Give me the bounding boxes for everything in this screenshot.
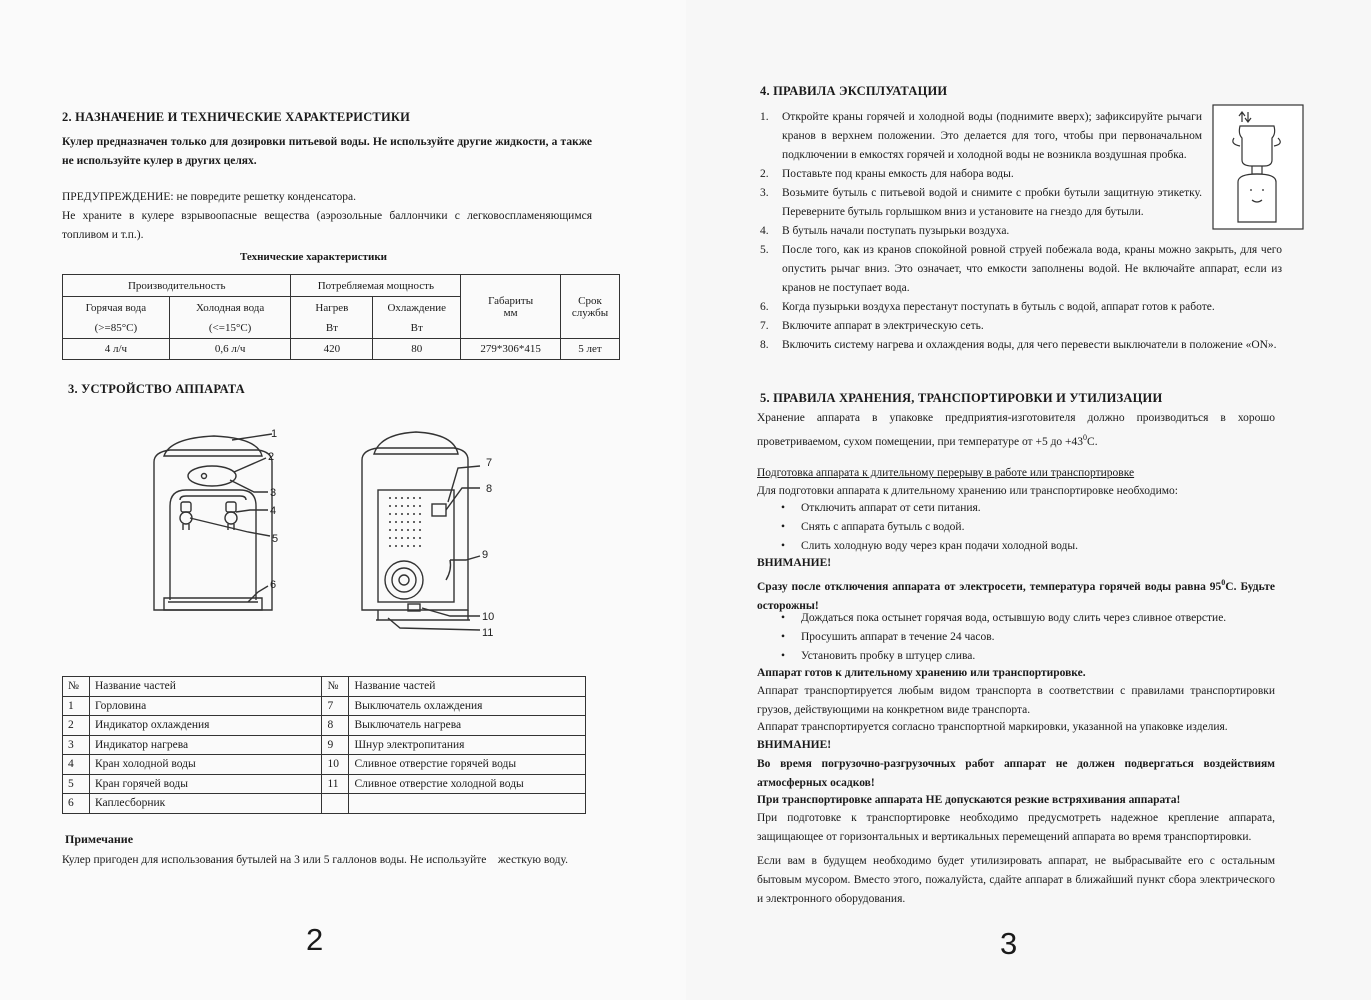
cooler-diagram bbox=[140, 420, 520, 642]
tech-specs-table bbox=[62, 274, 620, 360]
label-11: 11 bbox=[482, 627, 494, 639]
table-row bbox=[63, 755, 586, 775]
list-item bbox=[760, 108, 1202, 165]
th-cold-temp: (<=15°С) bbox=[169, 319, 291, 339]
storage-text bbox=[757, 409, 1275, 452]
th-life-2: службы bbox=[571, 306, 609, 319]
step-number: 5. bbox=[760, 244, 769, 256]
step-text: Возьмите бутыль с питьевой водой и снимите с пробки бутыли защитную этикетку. Переверните бутыль горлышком вниз и установите на гнездо для бутыли. bbox=[782, 187, 1202, 218]
part-number bbox=[322, 794, 349, 814]
prep-list-wrap bbox=[757, 499, 1287, 556]
operation-rules-list bbox=[760, 108, 1290, 355]
note-title: Примечание bbox=[65, 832, 134, 846]
parts-h-name: Название частей bbox=[89, 677, 322, 697]
th-heating: Нагрев bbox=[291, 297, 373, 319]
list-item bbox=[760, 241, 1282, 298]
th-hot-temp: (>=85°С) bbox=[63, 319, 170, 339]
section-2-title: 2. НАЗНАЧЕНИЕ И ТЕХНИЧЕСКИЕ ХАРАКТЕРИСТИКИ bbox=[62, 110, 411, 124]
rules-list-wrap bbox=[760, 108, 1290, 355]
hot-warning-b: С. Будьте осторожны! bbox=[757, 580, 1275, 612]
th-cooling-unit: Вт bbox=[373, 319, 461, 339]
storage-degree: 0 bbox=[1083, 433, 1088, 442]
label-8: 8 bbox=[486, 483, 493, 495]
section-2-intro: Кулер предназначен только для дозировки питьевой воды. Не используйте другие жидкости, а также не используйте кулер в других целях. bbox=[62, 136, 592, 167]
transport-text-1: Аппарат транспортируется любым видом транспорта в соответствии с правилами транспортировки грузов, действующими на конкретном виде транспорта. bbox=[757, 685, 1275, 716]
storage-text-b: С. bbox=[1087, 435, 1098, 448]
step-text: Когда пузырьки воздуха перестанут поступать в бутыль с водой, аппарат готов к работе. bbox=[782, 301, 1215, 313]
weather-warning: Во время погрузочно-разгрузочных работ аппарат не должен подвергаться воздействиям атмосферных осадков! bbox=[757, 758, 1275, 789]
fastening-text: При подготовке к транспортировке необходимо предусмотреть надежное крепление аппарата, защищающее от горизонтальных и вертикальных перемещений аппарата во время транспортировки. bbox=[757, 812, 1275, 843]
part-number: 9 bbox=[322, 735, 349, 755]
part-name: Выключатель охлаждения bbox=[349, 696, 586, 716]
section-4-title: 4. ПРАВИЛА ЭКСПЛУАТАЦИИ bbox=[760, 84, 948, 98]
parts-h-no: № bbox=[63, 677, 90, 697]
part-number: 7 bbox=[322, 696, 349, 716]
label-5: 5 bbox=[272, 533, 279, 545]
th-dimensions-2: мм bbox=[503, 306, 518, 319]
val-cold: 0,6 л/ч bbox=[169, 339, 291, 360]
hot-warning-degree: 0 bbox=[1221, 578, 1226, 587]
part-name: Кран горячей воды bbox=[89, 774, 322, 794]
storage-text-a: Хранение аппарата в упаковке предприятия-изготовителя должно производиться в хорошо проветриваемом, сухом помещении, при температуре от +5 до +43 bbox=[757, 412, 1275, 448]
table-row bbox=[63, 696, 586, 716]
val-cool: 80 bbox=[373, 339, 461, 360]
part-number: 5 bbox=[63, 774, 90, 794]
label-1: 1 bbox=[271, 428, 278, 440]
warning-explosives: Не храните в кулере взрывоопасные вещества (аэрозольные баллончики с легковоспламеняющимся топливом и т.п.). bbox=[62, 210, 592, 241]
parts-h-no2: № bbox=[322, 677, 349, 697]
transport-text-2: Аппарат транспортируется согласно транспортной маркировки, указанной на упаковке изделия. bbox=[757, 721, 1228, 733]
th-cooling: Охлаждение bbox=[373, 297, 461, 319]
parts-h-name2: Название частей bbox=[349, 677, 586, 697]
step-number: 6. bbox=[760, 301, 769, 313]
th-power: Потребляемая мощность bbox=[291, 275, 461, 297]
label-7: 7 bbox=[486, 457, 493, 469]
page-number-left: 2 bbox=[306, 922, 324, 957]
attention-heading-2: ВНИМАНИЕ! bbox=[757, 739, 832, 751]
step-number: 1. bbox=[760, 111, 769, 123]
ready-text: Аппарат готов к длительному хранению или транспортировке. bbox=[757, 667, 1086, 679]
label-3: 3 bbox=[270, 487, 277, 499]
part-number: 3 bbox=[63, 735, 90, 755]
th-cold-water: Холодная вода bbox=[169, 297, 291, 319]
list-item: • Дождаться пока остынет горячая вода, остывшую воду слить через сливное отверстие. bbox=[757, 609, 1287, 628]
disposal-text: Если вам в будущем необходимо будет утилизировать аппарат, не выбрасывайте его с остальным бытовым мусором. Вместо этого, пожалуйста, сдайте аппарат в ближайший пункт сбора электрического и электронного оборудования. bbox=[757, 855, 1275, 905]
step-text: Включите аппарат в электрическую сеть. bbox=[782, 320, 984, 332]
part-name: Выключатель нагрева bbox=[349, 716, 586, 736]
step-number: 3. bbox=[760, 187, 769, 199]
shake-warning: При транспортировке аппарата НЕ допускаются резкие встряхивания аппарата! bbox=[757, 794, 1181, 806]
list-item bbox=[760, 184, 1202, 222]
part-number: 8 bbox=[322, 716, 349, 736]
list-item: • Снять с аппарата бутыль с водой. bbox=[757, 518, 1287, 537]
step-text: Включить систему нагрева и охлаждения воды, для чего перевести выключатели в положение «ON». bbox=[782, 339, 1277, 351]
table-row bbox=[63, 735, 586, 755]
list-item: • Установить пробку в штуцер слива. bbox=[757, 647, 1287, 666]
part-name: Кран холодной воды bbox=[89, 755, 322, 775]
label-6: 6 bbox=[270, 579, 277, 591]
list-item: • Слить холодную воду через кран подачи холодной воды. bbox=[757, 537, 1287, 556]
step-text: После того, как из кранов спокойной ровной струей побежала вода, краны можно закрыть, для чего опустить рычаг вниз. Это означает, что емкости заполнены водой. Не включайте аппарат, если из кранов не поступает вода. bbox=[782, 244, 1282, 294]
step-number: 2. bbox=[760, 168, 769, 180]
part-name bbox=[349, 794, 586, 814]
list-item bbox=[760, 222, 1202, 241]
part-name: Каплесборник bbox=[89, 794, 322, 814]
label-4: 4 bbox=[270, 505, 277, 517]
step-number: 7. bbox=[760, 320, 769, 332]
th-productivity: Производительность bbox=[63, 275, 291, 297]
step-text: Откройте краны горячей и холодной воды (поднимите вверх); зафиксируйте рычаги кранов в верхнем положении. Это делается для того, чтобы при первоначальном подключении в емкостях горячей и холодной воды не возникла воздушная пробка. bbox=[782, 111, 1202, 161]
note-text: Кулер пригоден для использования бутылей на 3 или 5 галлонов воды. Не используйте жесткую воду. bbox=[62, 854, 568, 866]
label-2: 2 bbox=[268, 451, 275, 463]
section-5-title: 5. ПРАВИЛА ХРАНЕНИЯ, ТРАНСПОРТИРОВКИ И УТИЛИЗАЦИИ bbox=[760, 391, 1163, 405]
th-heating-unit: Вт bbox=[291, 319, 373, 339]
part-name: Индикатор охлаждения bbox=[89, 716, 322, 736]
th-dimensions bbox=[461, 275, 561, 339]
section-3-title: 3. УСТРОЙСТВО АППАРАТА bbox=[68, 382, 245, 396]
prep-title: Подготовка аппарата к длительному перерыву в работе или транспортировке bbox=[757, 467, 1135, 479]
cooler-back-view bbox=[362, 432, 470, 620]
prep-intro: Для подготовки аппарата к длительному хранению или транспортировке необходимо: bbox=[757, 485, 1178, 497]
page-number-right: 3 bbox=[1000, 926, 1018, 961]
part-name: Горловина bbox=[89, 696, 322, 716]
part-number: 6 bbox=[63, 794, 90, 814]
th-hot-water: Горячая вода bbox=[63, 297, 170, 319]
after-list-wrap bbox=[757, 609, 1287, 666]
parts-table bbox=[62, 676, 586, 814]
part-name: Сливное отверстие холодной воды bbox=[349, 774, 586, 794]
after-steps-list bbox=[757, 609, 1287, 666]
table-row bbox=[63, 716, 586, 736]
step-text: Поставьте под краны емкость для набора воды. bbox=[782, 168, 1014, 180]
list-item bbox=[760, 336, 1282, 355]
tech-table-caption: Технические характеристики bbox=[240, 251, 388, 263]
prep-steps-list bbox=[757, 499, 1287, 556]
attention-heading-1: ВНИМАНИЕ! bbox=[757, 557, 832, 569]
th-service-life bbox=[561, 275, 620, 339]
list-item: • Отключить аппарат от сети питания. bbox=[757, 499, 1287, 518]
table-row bbox=[63, 774, 586, 794]
step-number: 4. bbox=[760, 225, 769, 237]
warning-condenser: ПРЕДУПРЕЖДЕНИЕ: не повредите решетку конденсатора. bbox=[62, 191, 356, 203]
th-dimensions-1: Габариты bbox=[488, 294, 534, 307]
part-name: Сливное отверстие горячей воды bbox=[349, 755, 586, 775]
part-number: 10 bbox=[322, 755, 349, 775]
val-heat: 420 bbox=[291, 339, 373, 360]
list-item: • Просушить аппарат в течение 24 часов. bbox=[757, 628, 1287, 647]
part-name: Индикатор нагрева bbox=[89, 735, 322, 755]
list-item bbox=[760, 317, 1282, 336]
part-number: 2 bbox=[63, 716, 90, 736]
table-row bbox=[63, 794, 586, 814]
th-life-1: Срок bbox=[578, 294, 602, 307]
list-item bbox=[760, 165, 1202, 184]
val-dimensions: 279*306*415 bbox=[461, 339, 561, 360]
label-10: 10 bbox=[482, 611, 495, 623]
part-number: 11 bbox=[322, 774, 349, 794]
hot-warning-a: Сразу после отключения аппарата от электросети, температура горячей воды равна 95 bbox=[757, 580, 1222, 593]
part-number: 4 bbox=[63, 755, 90, 775]
part-name: Шнур электропитания bbox=[349, 735, 586, 755]
step-number: 8. bbox=[760, 339, 769, 351]
step-text: В бутыль начали поступать пузырьки воздуха. bbox=[782, 225, 1010, 237]
val-life: 5 лет bbox=[561, 339, 620, 360]
val-hot: 4 л/ч bbox=[63, 339, 170, 360]
part-number: 1 bbox=[63, 696, 90, 716]
right-page bbox=[686, 0, 1371, 1000]
list-item bbox=[760, 298, 1282, 317]
label-9: 9 bbox=[482, 549, 489, 561]
